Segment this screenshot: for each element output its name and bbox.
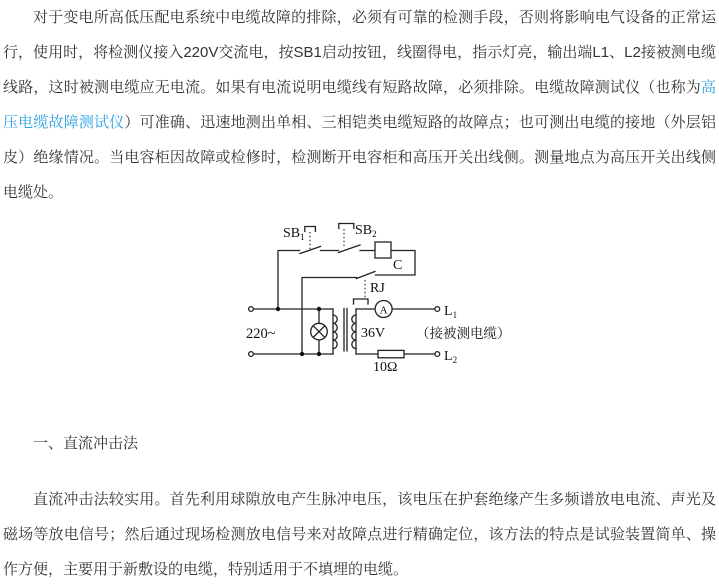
contactor-coil-box [375,242,402,273]
current-limit-resistor [373,350,404,375]
tester-product-link[interactable]: 高压电缆故障测试仪 [3,79,716,131]
sb2-label: $SB_2$ [355,223,377,239]
relay-contact-rj [354,272,386,305]
ammeter-label: A [379,304,388,317]
intro-text-before-link: 对于变电所高低压配电系统中电缆故障的排除，必须有可靠的检测手段，否则将影响电气设备的正常运行，使用时，将检测仪接入220V交流电，按SB1启动按钮，线圈得电，指示灯亮，输出端L1、L2接被测电缆线路，这时被测电缆应无电流。如果有电流说明电缆线有短路故障，必须排除。电缆故障测试仪（也称为 [3,9,716,96]
push-button-sb2 [339,223,377,253]
l1-label: $L_1$ [444,304,458,320]
section-heading-dc-impulse: 一、直流冲击法 [33,435,139,452]
ammeter [375,301,392,318]
secondary-voltage-label: 36V [361,326,386,341]
dc-impulse-paragraph: 直流冲击法较实用。首先利用球隙放电产生脉冲电压，该电压在护套绝缘产生多频谱放电电流、声光及磁场等放电信号；然后通过现场检测放电信号来对故障点进行精确定位，该方法的特点是试验装置简单、操作方便，主要用于新敷设的电缆，特别适用于不填埋的电缆。 [3,491,716,578]
supply-voltage-label: 220~ [246,326,276,342]
contactor-label: C [393,258,403,273]
circuit-diagram [239,213,524,405]
indicator-lamp [311,323,328,340]
output-terminal-l1 [435,304,457,320]
push-button-sb1 [283,226,321,254]
tested-cable-note: （接被测电缆） [416,326,511,341]
sb1-label: $SB_1$ [283,226,305,242]
output-terminal-l2 [435,349,457,365]
circuit-figure [239,213,524,405]
relay-label: RJ [370,281,385,296]
intro-paragraph [3,0,716,210]
l2-label: $L_2$ [444,349,458,365]
intro-text-after-link: ）可准确、迅速地测出单相、三相铠类电缆短路的故障点；也可测出电缆的接地（外层铝皮）绝缘情况。当电容柜因故障或检修时，检测断开电容柜和高压开关出线侧。测量地点为高压开关出线侧电缆处。 [3,114,716,201]
resistor-value-label: 10Ω [373,360,398,375]
